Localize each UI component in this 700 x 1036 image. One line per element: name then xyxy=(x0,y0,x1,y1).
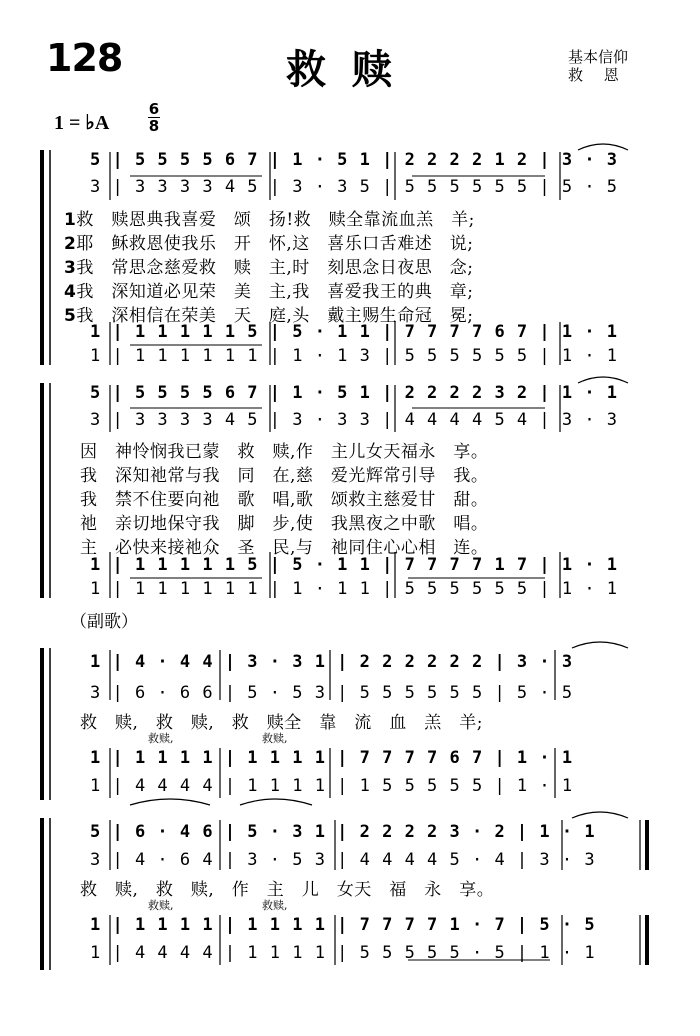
verse-number: 4 xyxy=(64,282,77,302)
verse-number: 1 xyxy=(64,210,77,230)
system3-tenor-row: 1 | 1 1 1 1 | 1 1 1 1 | 7 7 7 7 6 7 | 1 · 1 xyxy=(90,748,574,768)
system2-bass-row: 1 | 1 1 1 1 1 1 | 1 · 1 1 | 5 5 5 5 5 5 | 1 · 1 xyxy=(90,579,619,599)
key-signature: 1 = ♭A xyxy=(54,112,110,134)
verse-line xyxy=(64,277,473,302)
system4-alto-row: 3 | 4 · 6 4 | 3 · 5 3 | 4 4 4 4 5 · 4 | 3 · 3 xyxy=(90,850,596,870)
verse-line: 祂 亲切地保守我 脚 步,使 我黑夜之中歌 唱。 xyxy=(80,514,489,534)
category-label: 基本信仰 xyxy=(568,48,629,66)
verse-text: 我 常思念慈爱救 赎 主,时 刻思念日夜思 念; xyxy=(76,258,474,278)
echo-lyric: 救赎, xyxy=(148,899,174,912)
system4-bass-row: 1 | 4 4 4 4 | 1 1 1 1 | 5 5 5 5 5 · 5 | 1 · 1 xyxy=(90,943,596,963)
system2-soprano-row: 5 | 5 5 5 5 6 7 | 1 · 5 1 | 2 2 2 2 3 2 | 1 · 1 xyxy=(90,383,619,403)
echo-lyric: 救赎, xyxy=(262,732,288,745)
verse-text: 我 深知道必见荣 美 主,我 喜爱我王的典 章; xyxy=(76,282,474,302)
echo-lyric: 救赎, xyxy=(148,732,174,745)
verse-line: 我 禁不住要向祂 歌 唱,歌 颂救主慈爱甘 甜。 xyxy=(80,490,489,510)
verse-line: 主 必快来接祂众 圣 民,与 祂同住心心相 连。 xyxy=(80,538,489,558)
time-signature-top: 6 xyxy=(148,100,160,118)
subcategory-label: 救 恩 xyxy=(568,66,627,84)
system1-tenor-row: 1 | 1 1 1 1 1 5 | 5 · 1 1 | 7 7 7 7 6 7 | 1 · 1 xyxy=(90,322,619,342)
chorus-lyric-line: 救 赎, 救 赎, 救 赎全 靠 流 血 羔 羊; xyxy=(80,713,484,733)
chorus-lyric-line: 救 赎, 救 赎, 作 主 儿 女天 福 永 享。 xyxy=(80,880,495,900)
time-signature-bottom: 8 xyxy=(148,117,160,135)
verse-number: 2 xyxy=(64,234,77,254)
system3-alto-row: 3 | 6 · 6 6 | 5 · 5 3 | 5 5 5 5 5 5 | 5 · 5 xyxy=(90,683,574,703)
echo-lyric: 救赎, xyxy=(262,899,288,912)
system1-soprano-row: 5 | 5 5 5 5 6 7 | 1 · 5 1 | 2 2 2 2 1 2 | 3 · 3 xyxy=(90,150,619,170)
system4-tenor-row: 1 | 1 1 1 1 | 1 1 1 1 | 7 7 7 7 1 · 7 | 5 · 5 xyxy=(90,915,596,935)
verse-line: 因 神怜悯我已蒙 救 赎,作 主儿女天福永 享。 xyxy=(80,442,489,462)
hymn-title: 救赎 xyxy=(286,47,418,93)
verse-line xyxy=(64,229,473,254)
verse-text: 我 深相信在荣美 天 庭,头 戴主赐生命冠 冕; xyxy=(76,306,474,326)
verse-text: 救 赎恩典我喜爱 颂 扬!救 赎全靠流血羔 羊; xyxy=(76,210,475,230)
verse-number: 3 xyxy=(64,258,77,278)
system2-tenor-row: 1 | 1 1 1 1 1 5 | 5 · 1 1 | 7 7 7 7 1 7 | 1 · 1 xyxy=(90,555,619,575)
verse-text: 耶 稣救恩使我乐 开 怀,这 喜乐口舌难述 说; xyxy=(76,234,474,254)
hymn-number: 128 xyxy=(46,36,123,80)
verse-line: 我 深知祂常与我 同 在,慈 爱光辉常引导 我。 xyxy=(80,466,489,486)
system1-bass-row: 1 | 1 1 1 1 1 1 | 1 · 1 3 | 5 5 5 5 5 5 | 1 · 1 xyxy=(90,346,619,366)
verse-line xyxy=(64,253,473,278)
system4-soprano-row: 5 | 6 · 4 6 | 5 · 3 1 | 2 2 2 2 3 · 2 | 1 · 1 xyxy=(90,822,596,842)
chorus-label: （副歌） xyxy=(70,612,138,632)
system1-alto-row: 3 | 3 3 3 3 4 5 | 3 · 3 5 | 5 5 5 5 5 5 | 5 · 5 xyxy=(90,177,619,197)
verse-number: 5 xyxy=(64,306,77,326)
system3-bass-row: 1 | 4 4 4 4 | 1 1 1 1 | 1 5 5 5 5 5 | 1 · 1 xyxy=(90,776,574,796)
system2-alto-row: 3 | 3 3 3 3 4 5 | 3 · 3 3 | 4 4 4 4 5 4 | 3 · 3 xyxy=(90,410,619,430)
verse-line xyxy=(64,205,475,230)
system3-soprano-row: 1 | 4 · 4 4 | 3 · 3 1 | 2 2 2 2 2 2 | 3 · 3 xyxy=(90,652,574,672)
